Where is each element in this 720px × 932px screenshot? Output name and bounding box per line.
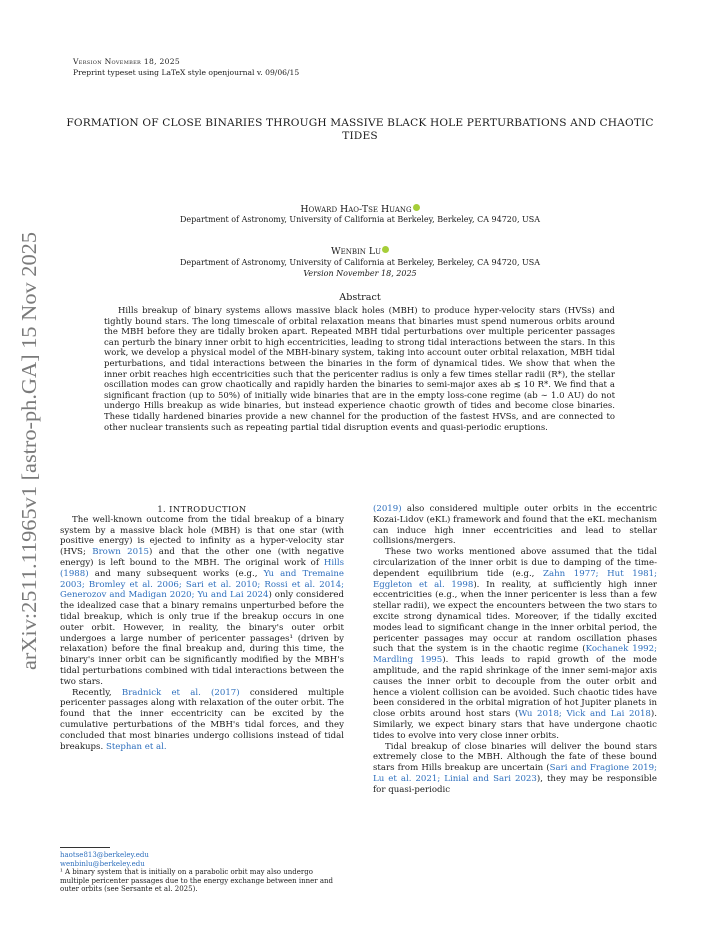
abstract-heading: Abstract [339,292,381,303]
citation-link[interactable]: Sari and Fragione 2019; Lu et al. 2021; Linial and Sari 2023 [373,763,657,784]
right-column [373,504,657,796]
citation-link[interactable]: Brown 2015 [92,547,150,558]
author-1-name[interactable]: Howard Hao-Tse Huang [300,204,412,215]
title-line-1: FORMATION OF CLOSE BINARIES THROUGH MASSIVE BLACK HOLE PERTURBATIONS AND CHAOTIC [66,117,654,129]
version-date: Version November 18, 2025 [303,269,417,278]
citation-link[interactable]: Hills (1988) [60,557,344,579]
author-1-affiliation: Department of Astronomy, University of California at Berkeley, Berkeley, CA 94720, USA [179,215,541,224]
footnote-rule [60,847,110,848]
paragraph-text: and many subsequent works (e.g., [88,568,264,579]
arxiv-stamp-text: arXiv:2511.11965v1 [astro-ph.GA] 15 Nov 2025 [17,248,41,670]
paragraph-text: considered multiple pericenter passages along with relaxation of the outer orbit. The found that the inner eccentricity can be excited by the cumulative perturbations of the MBH's tidal forces, and they concluded that most binaries undergo collisions instead of tidal breakups. [60,687,345,752]
paper-title [60,117,660,143]
footnote-1: ¹ A binary system that is initially on a parabolic orbit may also undergo multiple pericenter passages due to the energy exchange between inner and outer orbits (see Sersante et al. 2025). [60,868,334,894]
intro-paragraph-3 [373,547,657,741]
title-line-2: TIDES [342,130,378,142]
footnotes [60,851,344,894]
preprint-line: Preprint typeset using LaTeX style openjournal v. 09/06/15 [73,68,300,77]
citation-link[interactable]: Wu 2018; Vick and Lai 2018 [518,709,651,720]
citation-link[interactable]: Yu and Tremaine 2003; Bromley et al. 2006; Sari et al. 2010; Rossi et al. 2014; Generozov and Madigan 2020; Yu and Lai 2024 [60,568,345,601]
paragraph-text: ). In reality, at sufficiently high inner eccentricities (e.g., when the inner pericenter is less than a few stellar radii), we expect the encounters between the two stars to excite strong dynamical tides. Moreover, if the tidally excited modes lead to significant change in the inner orbital period, the pericenter passages may occur at random oscillation phases such that the system is in the chaotic regime ( [373,579,658,655]
orcid-icon[interactable] [382,246,389,253]
paragraph-text: Recently, [72,687,122,698]
abstract-text: Hills breakup of binary systems allows massive black holes (MBH) to produce hyper-velocity stars (HVSs) and tightly bound stars. The long timescale of orbital relaxation means that binaries must spend numerous orbits around the MBH before they are tidally broken apart. Repeated MBH tidal perturbations over multiple pericenter passages can perturb the binary inner orbit to high eccentricities, leading to strong tidal interactions between the stars. In this work, we develop a physical model of the MBH-binary system, taking into account outer orbital relaxation, MBH tidal perturbations, and tidal interactions between the binaries in the form of dynamical tides. We show that when the inner orbit reaches high eccentricities such that the pericenter radius is only a few times stellar radii (R*), the stellar oscillation modes can grow chaotically and rapidly harden the binaries to semi-major axes ab ≲ 10 R*. We find that a significant fraction (up to 50%) of initially wide binaries that are in the empty loss-cone regime (ab ∼ 1.0 AU) do not undergo Hills breakup as wide binaries, but instead experience chaotic growth of tides and become close binaries. These tidally hardened binaries provide a new channel for the production of the fastest HVSs, and are connected to other nuclear transients such as repeating partial tidal disruption events and quasi-periodic eruptions. [104,306,615,433]
email-link-1[interactable]: haotse813@berkeley.edu [60,851,149,859]
arxiv-stamp[interactable] [12,230,42,670]
intro-paragraph-1 [60,515,344,688]
paragraph-text: ). This leads to rapid growth of the mode amplitude, and the rapid shrinkage of the inner semi-major axis causes the inner orbit to decouple from the outer orbit and hence a violent collision can be avoided. Such chaotic tides have been considered in the orbital migration of hot Jupiter planets in close orbits around host stars ( [373,655,658,720]
running-header [73,56,299,78]
author-2-affiliation: Department of Astronomy, University of California at Berkeley, Berkeley, CA 94720, USA [179,258,541,267]
intro-paragraph-2 [60,688,344,753]
orcid-icon[interactable] [413,204,420,211]
version-line: Version November 18, 2025 [73,57,181,66]
author-2-name[interactable]: Wenbin Lu [330,246,381,257]
paragraph-text: ). Similarly, we expect binary stars that have undergone chaotic tides to evolve into very close inner orbits. [373,709,657,741]
paragraph-text: ) and that the other one (with negative energy) is left bound to the MBH. The original work of [60,547,344,568]
section-heading-introduction: 1. INTRODUCTION [157,504,247,514]
paragraph-text: Tidal breakup of close binaries will deliver the bound stars extremely close to the MBH. Although the fate of these bound stars from Hills breakup are uncertain ( [373,741,657,774]
paragraph-text: These two works mentioned above assumed that the tidal circularization of the inner orbit is due to damping of the time-dependent equilibrium tide (e.g., [373,547,657,579]
author-2 [60,246,660,258]
intro-paragraph-2-cont [373,504,657,547]
citation-link[interactable]: Bradnick et al. (2017) [121,687,240,698]
paragraph-text: also considered multiple outer orbits in the eccentric Kozai-Lidov (eKL) framework and found that the eKL mechanism can induce high inner eccentricities and lead to stellar collisions/mergers. [373,504,657,547]
citation-link[interactable]: (2019) [373,504,402,514]
citation-link[interactable]: Zahn 1977; Hut 1981; Eggleton et al. 1998 [373,568,658,590]
paragraph-text: The well-known outcome from the tidal breakup of a binary system by a massive black hole (MBH) is that one star (with positive energy) is ejected to infinity as a hyper-velocity star (HVS; [60,514,344,558]
left-column [60,504,344,752]
paragraph-text: ), they may be responsible for quasi-periodic [373,773,658,795]
intro-paragraph-4 [373,742,657,796]
citation-link[interactable]: Stephan et al. [105,741,167,752]
email-link-2[interactable]: wenbinlu@berkeley.edu [60,859,145,868]
citation-link[interactable]: Kochanek 1992; Mardling 1995 [373,644,657,666]
paragraph-text: ) only considered the idealized case that a binary remains unperturbed before the tidal breakup, which is only true if the breakup occurs in one outer orbit. However, in reality, the binary's outer orbit undergoes a large number of pericenter passages¹ (driven by relaxation) before the final breakup and, during this time, the binary's inner orbit can be significantly modified by the MBH's tidal perturbations combined with tidal interactions between the two stars. [60,590,344,687]
